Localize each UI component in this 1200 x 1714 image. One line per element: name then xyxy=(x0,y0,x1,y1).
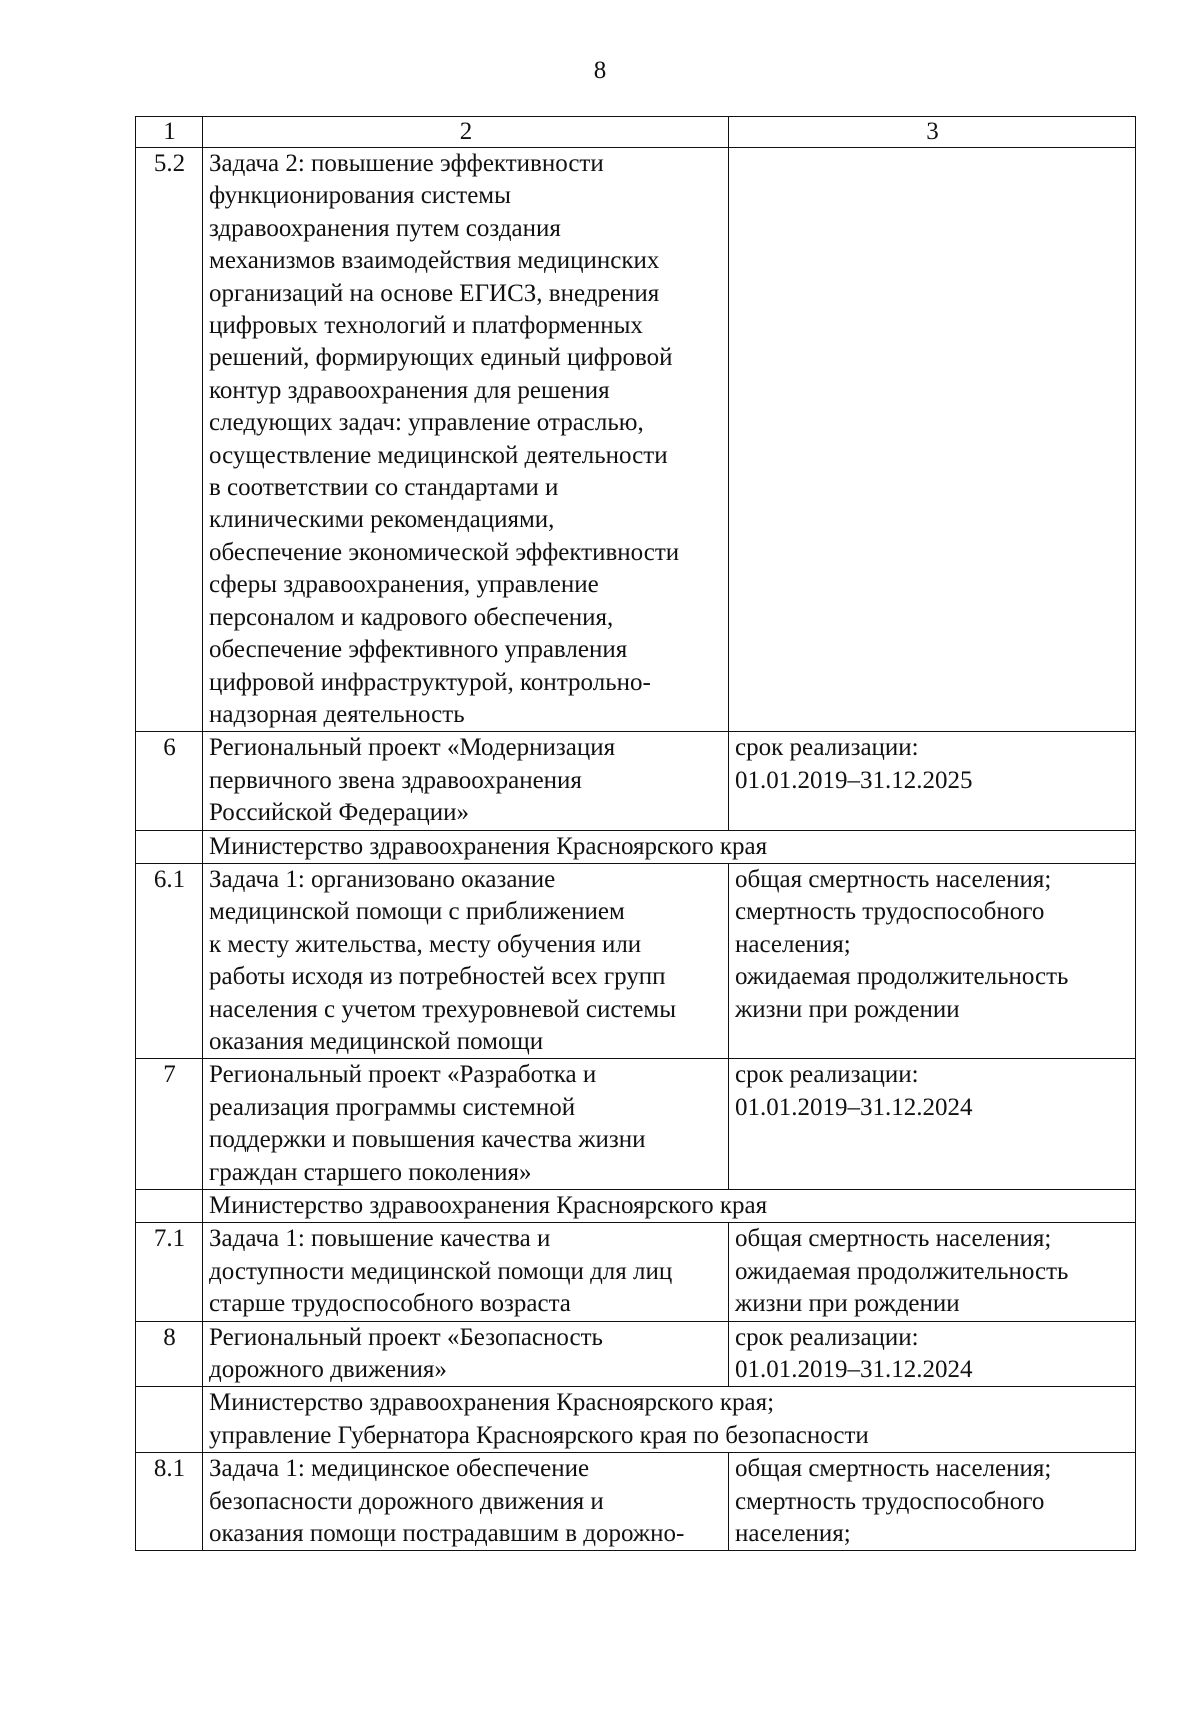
table-row xyxy=(136,1223,1136,1321)
table-row xyxy=(136,148,1136,732)
row-description: Задача 1: организовано оказание медицинской помощи с приближением к месту жительства, месту обучения или работы исходя из потребностей всех групп населения с учетом трехуровневой системы оказания медицинской помощи xyxy=(203,863,729,1058)
row-description: Задача 1: медицинское обеспечение безопасности дорожного движения и оказания помощи пострадавшим в дорожно- xyxy=(203,1453,729,1551)
row-result: срок реализации: 01.01.2019–31.12.2024 xyxy=(729,1321,1136,1387)
row-description: Региональный проект «Модернизация первичного звена здравоохранения Российской Федерации» xyxy=(203,732,729,830)
row-result: общая смертность населения; ожидаемая продолжительность жизни при рождении xyxy=(729,1223,1136,1321)
row-description: Региональный проект «Безопасность дорожного движения» xyxy=(203,1321,729,1387)
row-description: Задача 1: повышение качества и доступности медицинской помощи для лиц старше трудоспособного возраста xyxy=(203,1223,729,1321)
responsible-row xyxy=(136,1190,1136,1223)
row-number-empty xyxy=(136,1190,203,1223)
indicators-table xyxy=(135,116,1136,1551)
page-number: 8 xyxy=(593,57,607,84)
table-row xyxy=(136,1321,1136,1387)
table-row xyxy=(136,863,1136,1058)
table-row xyxy=(136,1453,1136,1551)
row-result: общая смертность населения; смертность трудоспособного населения; ожидаемая продолжительность жизни при рождении xyxy=(729,863,1136,1058)
row-description: Региональный проект «Разработка и реализация программы системной поддержки и повышения качества жизни граждан старшего поколения» xyxy=(203,1059,729,1190)
responsible-row xyxy=(136,1387,1136,1453)
header-col-2: 2 xyxy=(203,117,729,148)
header-col-3: 3 xyxy=(729,117,1136,148)
table-row xyxy=(136,732,1136,830)
row-number: 8 xyxy=(136,1321,203,1387)
row-number: 6 xyxy=(136,732,203,830)
responsible-text: Министерство здравоохранения Красноярского края xyxy=(203,1190,1136,1223)
row-result: общая смертность населения; смертность трудоспособного населения; xyxy=(729,1453,1136,1551)
row-result: срок реализации: 01.01.2019–31.12.2025 xyxy=(729,732,1136,830)
responsible-text: Министерство здравоохранения Красноярского края; управление Губернатора Красноярского края по безопасности xyxy=(203,1387,1136,1453)
table-header-row xyxy=(136,117,1136,148)
row-number: 7 xyxy=(136,1059,203,1190)
row-number: 6.1 xyxy=(136,863,203,1058)
row-number-empty xyxy=(136,1387,203,1453)
row-description: Задача 2: повышение эффективности функционирования системы здравоохранения путем создания механизмов взаимодействия медицинских организаций на основе ЕГИСЗ, внедрения цифровых технологий и платформенных решений, формирующих единый цифровой контур здравоохранения для решения следующих задач: управление отраслью, осуществление медицинской деятельности в соответствии со стандартами и клиническими рекомендациями, обеспечение экономической эффективности сферы здравоохранения, управление персоналом и кадрового обеспечения, обеспечение эффективного управления цифровой инфраструктурой, контрольно- надзорная деятельность xyxy=(203,148,729,732)
row-number: 5.2 xyxy=(136,148,203,732)
responsible-text: Министерство здравоохранения Красноярского края xyxy=(203,830,1136,863)
row-number-empty xyxy=(136,830,203,863)
row-result xyxy=(729,148,1136,732)
row-number: 7.1 xyxy=(136,1223,203,1321)
row-result: срок реализации: 01.01.2019–31.12.2024 xyxy=(729,1059,1136,1190)
row-number: 8.1 xyxy=(136,1453,203,1551)
header-col-1: 1 xyxy=(136,117,203,148)
table-row xyxy=(136,1059,1136,1190)
responsible-row xyxy=(136,830,1136,863)
